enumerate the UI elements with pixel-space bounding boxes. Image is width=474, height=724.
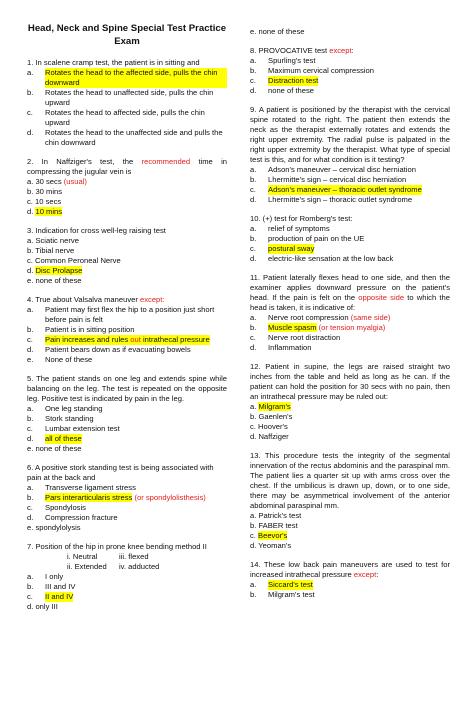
option-a xyxy=(268,313,390,323)
option-letter: d. xyxy=(250,86,257,95)
stem-text: 2. In Naffziger's test, the xyxy=(27,157,134,166)
option-letter: c. xyxy=(27,424,33,433)
option-b-note: (or spondylolisthesis) xyxy=(134,493,206,502)
option-b: Patient is in sitting position xyxy=(45,325,135,334)
option-b-answer xyxy=(268,323,385,333)
question-5 xyxy=(27,374,227,454)
option-a: One leg standing xyxy=(45,404,103,413)
option-letter: a. xyxy=(250,580,257,589)
option-letter: d. xyxy=(27,207,34,216)
option-letter: d. xyxy=(27,434,34,443)
question-stem: 5. The patient stands on one leg and extends spine while balancing on the leg. The test is repeated on the opposite leg. Positive test is indicated by pain in the leg. xyxy=(27,374,227,403)
option-d xyxy=(27,207,227,217)
option-letter: b. xyxy=(250,323,257,332)
option-e: e. none of these xyxy=(250,27,305,36)
option-letter: c. xyxy=(250,333,256,342)
option-letter: a. xyxy=(27,68,34,77)
question-10 xyxy=(250,214,450,264)
option-a-text: Nerve root compression xyxy=(268,313,349,322)
option-letter: b. xyxy=(250,590,257,599)
option-letter: c. xyxy=(250,244,256,253)
option-c-emphasis: out xyxy=(130,335,141,344)
option-b-answer xyxy=(45,493,206,503)
option-letter: c. xyxy=(250,185,256,194)
option-b: Stork standing xyxy=(45,414,94,423)
sub-options-row xyxy=(27,562,227,572)
stem-emphasis: recommended xyxy=(141,157,191,166)
option-letter: b. xyxy=(250,66,257,75)
option-letter: c. xyxy=(27,592,33,601)
option-c: Spondylosis xyxy=(45,503,86,512)
option-letter: b. xyxy=(250,234,257,243)
option-b: production of pain on the UE xyxy=(268,234,365,243)
stem-emphasis: except: xyxy=(140,295,165,304)
document-title: Head, Neck and Spine Special Test Practice Exam xyxy=(27,23,227,47)
question-stem: 6. A positive stork standing test is being associated with pain at the back and xyxy=(27,463,214,482)
question-stem: 8. PROVOCATIVE test except: xyxy=(250,46,354,55)
question-stem: 3. Indication for cross well-leg raising test xyxy=(27,226,166,235)
option-e: e. none of these xyxy=(27,276,82,285)
option-letter: d. xyxy=(27,128,34,137)
question-stem: 14. These low back pain maneuvers are used to test for increased intrathecal pressure except: xyxy=(250,560,450,579)
stem-emphasis: except xyxy=(329,46,352,55)
option-d: none of these xyxy=(268,86,315,95)
sub-option-ii: ii. Extended xyxy=(67,562,107,571)
option-a-answer: Milgram's xyxy=(258,402,291,411)
question-stem xyxy=(250,273,450,313)
option-c-text: Pain increases and rules xyxy=(45,335,129,344)
option-letter: a. xyxy=(27,305,34,314)
stem-text: time in compressing the jugular vein is xyxy=(27,157,227,176)
option-letter: a. xyxy=(27,404,34,413)
option-b: b. 30 mins xyxy=(27,187,63,196)
option-c: c. 10 secs xyxy=(27,197,62,206)
option-letter: a. xyxy=(27,483,34,492)
question-8 xyxy=(250,46,450,96)
question-stem xyxy=(27,295,227,305)
stem-emphasis: except xyxy=(353,570,377,579)
option-d: Lhermitte's sign – thoracic outlet syndrome xyxy=(268,195,413,204)
question-1 xyxy=(27,58,227,148)
option-c: Rotates the head to affected side, pulls the chin upward xyxy=(45,108,205,127)
option-c: c. Common Peroneal Nerve xyxy=(27,256,121,265)
option-c-text: intrathecal pressure xyxy=(142,335,210,344)
option-e: e. spondylolysis xyxy=(27,523,81,532)
option-d xyxy=(27,266,227,276)
question-3 xyxy=(27,226,227,286)
option-a-answer: Rotates the head to the affected side, pulls the chin downward xyxy=(45,68,227,88)
option-letter: d. xyxy=(250,195,257,204)
option-letter: a. xyxy=(250,56,257,65)
option-b-text: Pars interarticularis stress xyxy=(45,493,133,502)
option-c-answer: Beevor's xyxy=(258,531,288,540)
option-letter: b. xyxy=(27,582,34,591)
left-column xyxy=(27,0,227,621)
option-b: III and IV xyxy=(45,582,76,591)
option-c-answer xyxy=(45,335,210,345)
question-9 xyxy=(250,105,450,205)
option-c: Nerve root distraction xyxy=(268,333,341,342)
option-letter: c. xyxy=(27,503,33,512)
option-b: b. Gaenlen's xyxy=(250,412,293,421)
option-letter: c. xyxy=(250,76,256,85)
option-c-answer: Adson's maneuver – thoracic outlet syndrome xyxy=(268,185,422,194)
option-a: I only xyxy=(45,572,64,581)
option-b: b. FABER test xyxy=(250,521,298,530)
option-letter: a. xyxy=(250,224,257,233)
option-e: None of these xyxy=(45,355,93,364)
option-d-answer: Disc Prolapse xyxy=(35,266,83,275)
option-letter: a. xyxy=(250,165,257,174)
option-d-answer: all of these xyxy=(45,434,82,443)
option-a-note: (usual) xyxy=(63,177,87,186)
question-14 xyxy=(250,560,450,600)
option-a: Spurling's test xyxy=(268,56,316,65)
option-a-answer: Siccard's test xyxy=(268,580,313,589)
option-b: Lhermitte's sign – cervical disc herniation xyxy=(268,175,407,184)
question-stem: 12. Patient in supine, the legs are raised straight two inches from the table and held as long as he can. If the patient can hold the position for 30 secs with no pain, then an intrathecal pressure may be ruled out: xyxy=(250,362,450,401)
option-c-answer: postural sway xyxy=(268,244,315,253)
option-letter: d. xyxy=(250,343,257,352)
option-letter: b. xyxy=(27,88,34,97)
option-d-answer: 10 mins xyxy=(35,207,63,216)
question-12 xyxy=(250,362,450,442)
option-letter: d. xyxy=(27,266,34,275)
option-letter: c. xyxy=(27,335,33,344)
stem-text: 11. Patient laterally flexes head to one side, and then the examiner applies downward pressure on the patient's head. If the pain is felt on the xyxy=(250,273,450,302)
sub-options-row xyxy=(27,552,227,562)
option-d: Inflammation xyxy=(268,343,312,352)
option-d: d. only III xyxy=(27,602,58,611)
option-a: Adson's maneuver – cervical disc herniation xyxy=(268,165,416,174)
stem-text: 14. These low back pain maneuvers are used to test for increased intrathecal pressure xyxy=(250,560,450,579)
option-letter: a. xyxy=(250,402,257,411)
option-letter: d. xyxy=(27,345,34,354)
option-c-answer: Distraction test xyxy=(268,76,319,85)
sub-option-iii: iii. flexed xyxy=(119,552,149,561)
option-c xyxy=(250,531,450,541)
question-stem: 13. This procedure tests the integrity of the segmental innervation of the rectus abdominis and the paraspinal mm. The patient lies a quarter sit up with arms cross over the chest. If the umbilicus is drawn up, down, or to one side, there may be asymmetrical involvement of the anterior abdominal paraspinal mm. xyxy=(250,451,450,510)
option-b: b. Tibial nerve xyxy=(27,246,75,255)
sub-option-iv: iv. adducted xyxy=(119,562,160,571)
option-d: d. Naffziger xyxy=(250,432,289,441)
option-d: d. Yeoman's xyxy=(250,541,292,550)
question-stem: 9. A patient is positioned by the therapist with the cervical spine rotated to the right. The patient then extends the neck as the therapist externally rotates and extends the right upper extremity. The radial pulse is palpated in the right upper extremity by the therapist. What type of special test is this, and for what condition is it testing? xyxy=(250,105,450,164)
option-c-answer: II and IV xyxy=(45,592,74,601)
option-a: Transverse ligament stress xyxy=(45,483,136,492)
question-2 xyxy=(27,157,227,217)
right-column xyxy=(250,0,450,609)
question-7-continued xyxy=(250,27,450,37)
option-letter: c. xyxy=(250,531,256,540)
option-letter: d. xyxy=(250,254,257,263)
option-e: e. none of these xyxy=(27,444,82,453)
option-a xyxy=(27,177,227,187)
option-letter: b. xyxy=(27,493,34,502)
option-b: Milgram's test xyxy=(268,590,315,599)
option-letter: b. xyxy=(250,175,257,184)
question-4 xyxy=(27,295,227,365)
option-letter: b. xyxy=(27,414,34,423)
question-stem: 10. (+) test for Romberg's test: xyxy=(250,214,353,223)
option-letter: a. xyxy=(250,313,257,322)
stem-text: 4. True about Valsalva maneuver xyxy=(27,295,138,304)
option-letter: b. xyxy=(27,325,34,334)
option-d: Patient bears down as if evacuating bowels xyxy=(45,345,191,354)
option-a: a. Sciatic nerve xyxy=(27,236,79,245)
question-7 xyxy=(27,542,227,612)
option-letter: e. xyxy=(27,355,34,364)
option-b: Maximum cervical compression xyxy=(268,66,374,75)
option-d: electric-like sensation at the low back xyxy=(268,254,394,263)
option-a: Patient may first flex the hip to a position just short before pain is felt xyxy=(45,305,215,324)
question-6 xyxy=(27,463,227,533)
option-a: relief of symptoms xyxy=(268,224,330,233)
question-stem xyxy=(27,157,227,177)
option-b-note: (or tension myalgia) xyxy=(318,323,386,332)
option-a-note: (same side) xyxy=(350,313,391,322)
question-stem: 1. In scalene cramp test, the patient is in sitting and xyxy=(27,58,200,67)
sub-option-i: i. Neutral xyxy=(67,552,98,561)
option-a xyxy=(250,402,450,412)
question-11 xyxy=(250,273,450,353)
option-d: Rotates the head to the unaffected side and pulls the chin downward xyxy=(45,128,223,147)
question-stem: 7. Position of the hip in prone knee bending method II xyxy=(27,542,207,551)
stem-text: 8. PROVOCATIVE test xyxy=(250,46,328,55)
stem-text: to which the head is taken, it is indicative of: xyxy=(250,293,450,312)
option-letter: c. xyxy=(27,108,33,117)
option-d: Compression fracture xyxy=(45,513,118,522)
stem-emphasis: opposite side xyxy=(358,293,405,302)
option-letter: a. xyxy=(27,572,34,581)
option-b: Rotates the head to unaffected side, pulls the chin upward xyxy=(45,88,214,107)
option-letter: d. xyxy=(27,513,34,522)
option-c: Lumbar extension test xyxy=(45,424,120,433)
option-b-text: Muscle spasm xyxy=(268,323,317,332)
option-a: a. Patrick's test xyxy=(250,511,302,520)
question-13 xyxy=(250,451,450,551)
option-c: c. Hoover's xyxy=(250,422,288,431)
option-a-text: a. 30 secs xyxy=(27,177,62,186)
